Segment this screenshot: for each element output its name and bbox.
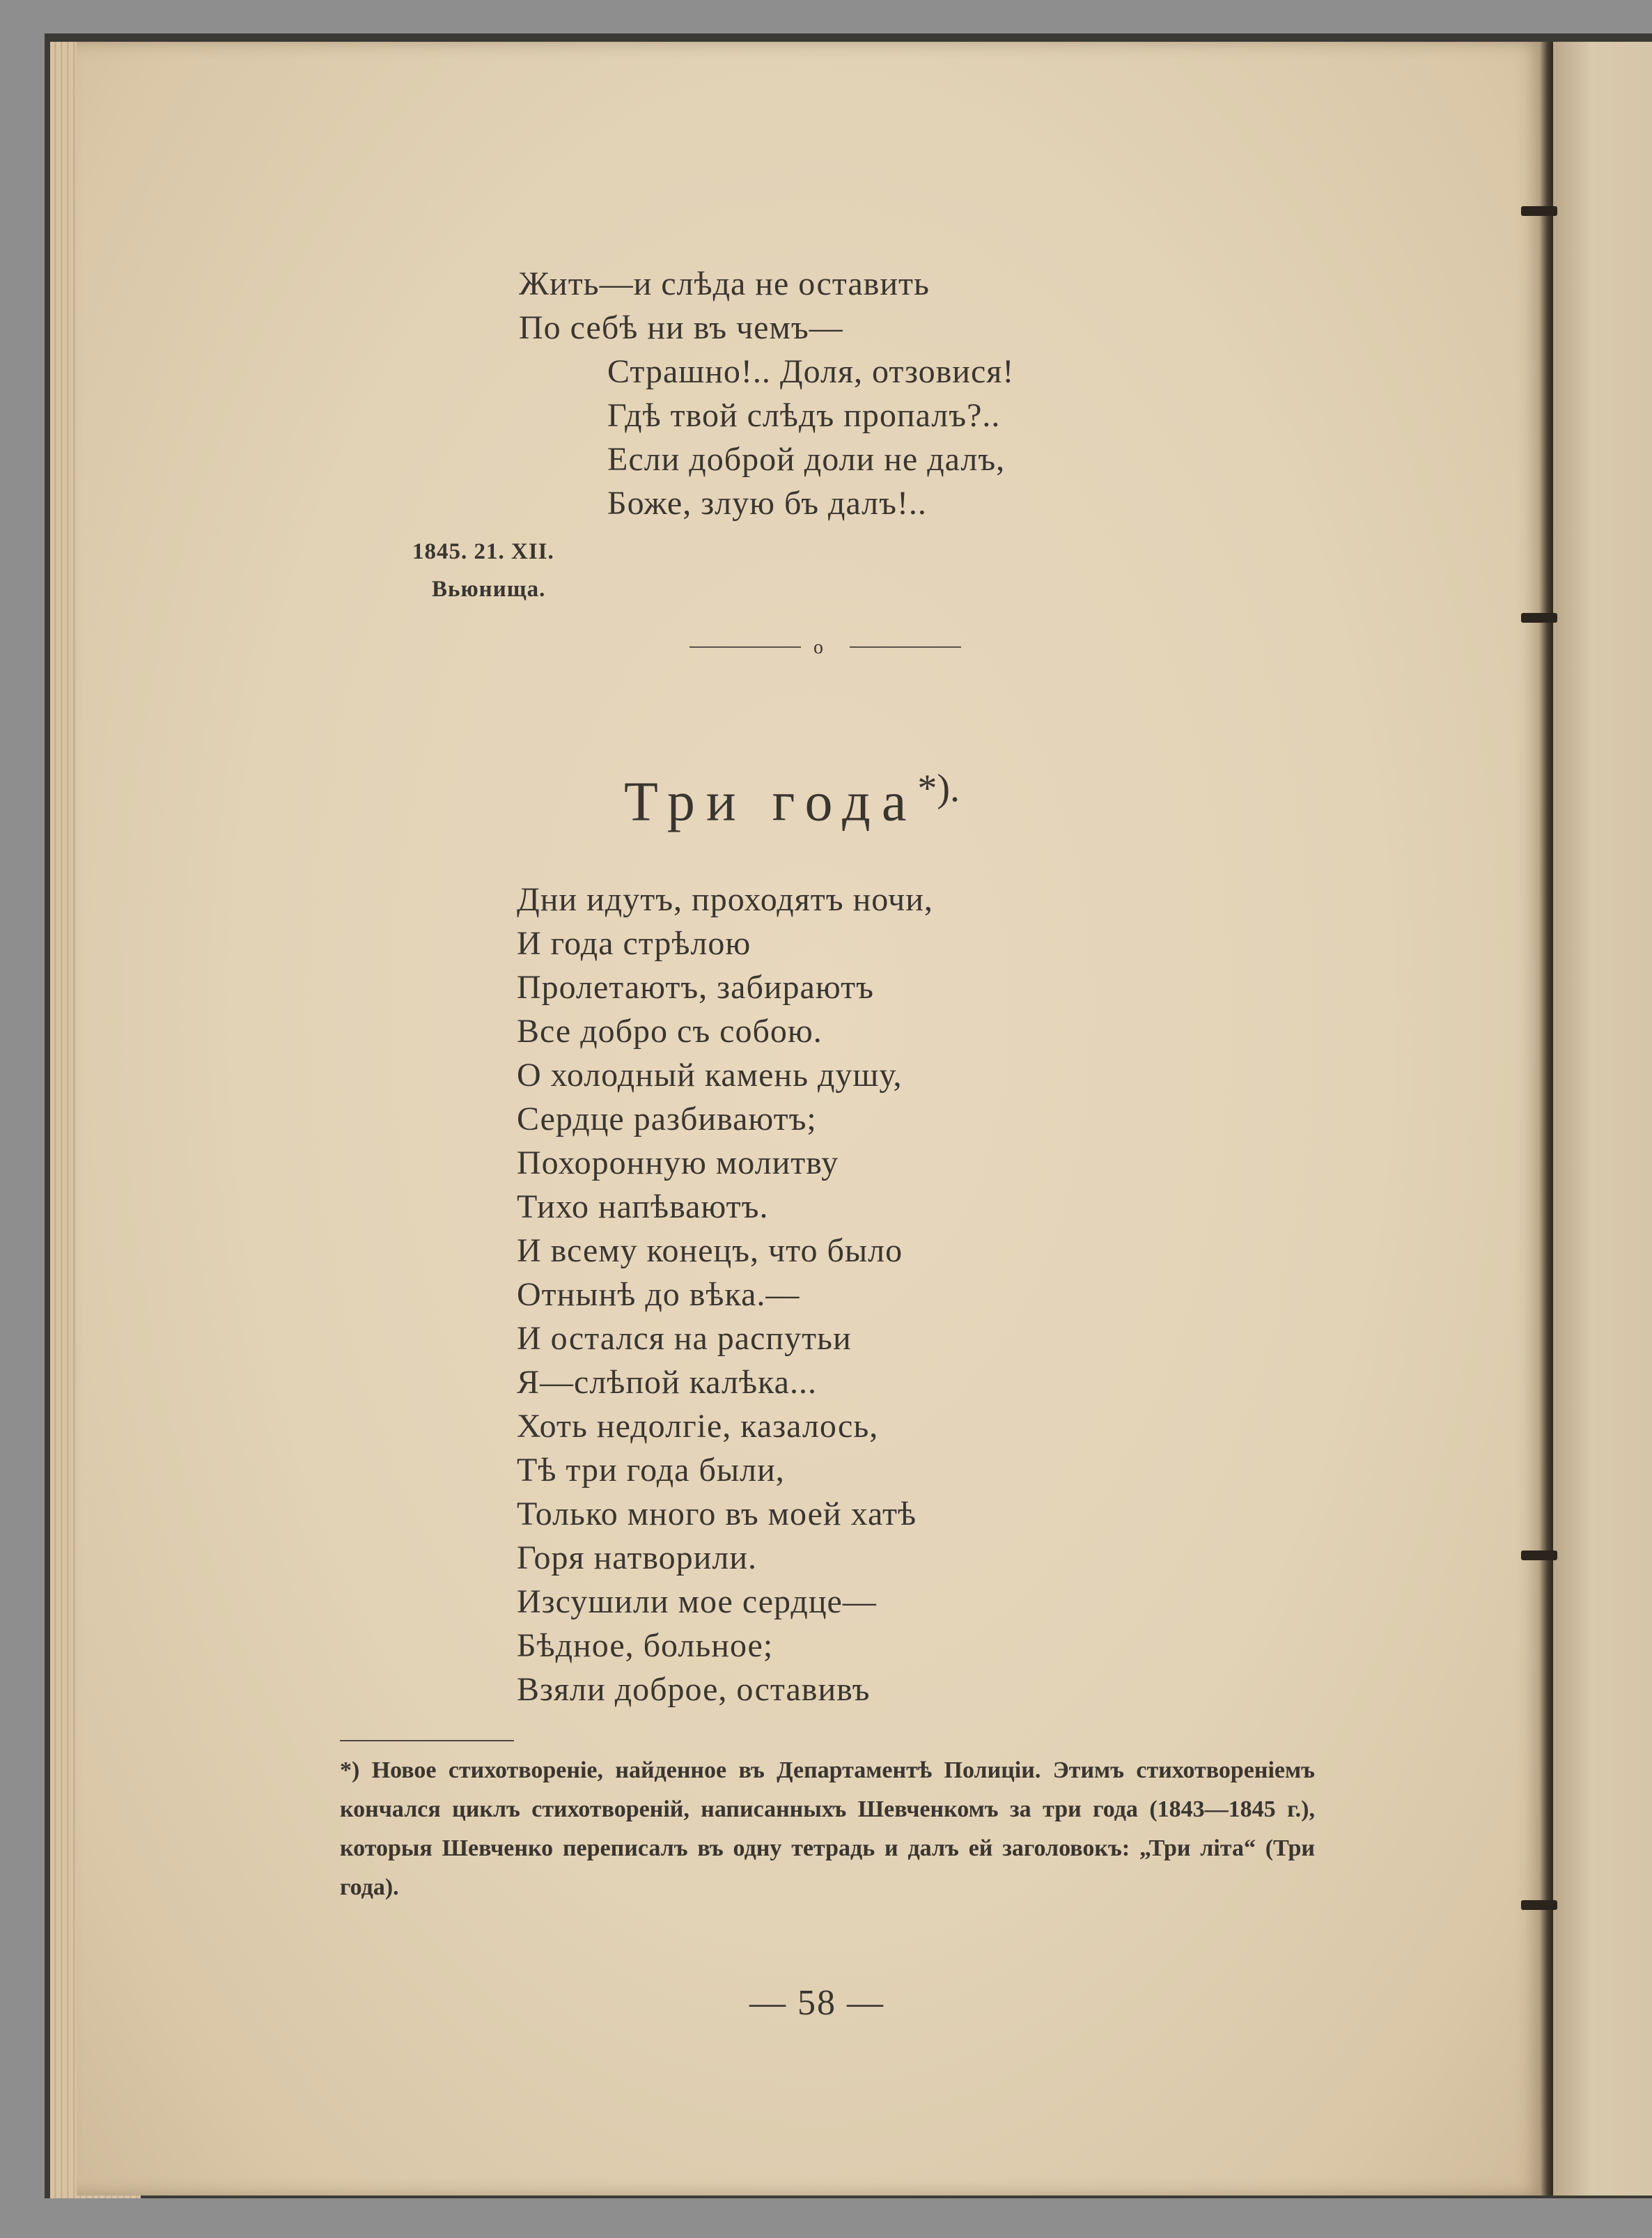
page-number: — 58 — [749, 1983, 885, 2023]
divider-rule [850, 646, 961, 648]
section-divider [689, 637, 961, 658]
binding-stitch [1521, 1900, 1557, 1910]
verse-line: И остался на распутьи [517, 1320, 852, 1357]
verse-line: Гдѣ твой слѣдъ пропалъ?.. [607, 397, 1001, 434]
verse-line: Взяли доброе, оставивъ [517, 1671, 871, 1708]
verse-line: Дни идутъ, проходятъ ночи, [517, 881, 933, 918]
verse-line: Жить—и слѣда не оставить [519, 265, 930, 302]
verse-line: Горя натворили. [517, 1539, 757, 1576]
verse-line: Боже, злую бъ далъ!.. [607, 485, 927, 522]
verse-line: Только много въ моей хатѣ [517, 1495, 917, 1532]
verse-line: Все добро съ собою. [517, 1013, 823, 1050]
verse-line: О холодный камень душу, [517, 1057, 903, 1094]
book-gutter [1539, 42, 1553, 2196]
binding-stitch [1521, 1551, 1557, 1560]
facing-page-edge [1553, 42, 1652, 2196]
verse-line: И года стрѣлою [517, 925, 751, 962]
divider-rule [689, 646, 801, 648]
poem-date: 1845. 21. XII. [412, 539, 554, 564]
verse-line: По себѣ ни въ чемъ— [519, 309, 843, 346]
poem-place: Вьюнища. [432, 577, 546, 602]
verse-line: Если доброй доли не далъ, [607, 441, 1006, 478]
verse-line: Похоронную молитву [517, 1144, 839, 1181]
footnote-rule [340, 1740, 514, 1741]
verse-line: Бѣдное, больное; [517, 1627, 774, 1664]
verse-line: Страшно!.. Доля, отзовися! [607, 353, 1015, 390]
divider-ornament: o [813, 637, 823, 658]
footnote-text: *) Новое стихотвореніе, найденное въ Департаментѣ Полиціи. Этимъ стихотвореніемъ кончался циклъ стихотвореній, написанныхъ Шевченкомъ за три года (1843—1845 г.), которыя Шевченко переписалъ въ одну тетрадь и далъ ей заголовокъ: „Три літа“ (Три года). [340, 1757, 1315, 1900]
verse-line: Отнынѣ до вѣка.— [517, 1276, 800, 1313]
binding-stitch [1521, 613, 1557, 623]
verse-line: Сердце разбиваютъ; [517, 1101, 817, 1137]
footnote-mark: *). [917, 767, 960, 810]
poem-title [624, 766, 960, 834]
binding-stitch [1521, 206, 1557, 216]
verse-line: Тихо напѣваютъ. [517, 1188, 769, 1225]
verse-line: Изсушили мое сердце— [517, 1583, 877, 1620]
poem-title-text: Три года [624, 771, 918, 833]
verse-line: Пролетаютъ, забираютъ [517, 969, 874, 1006]
verse-line: Я—слѣпой калѣка... [517, 1364, 817, 1401]
verse-line: И всему конецъ, что было [517, 1232, 903, 1269]
verse-line: Хоть недолгіе, казалось, [517, 1408, 879, 1445]
verse-line: Тѣ три года были, [517, 1452, 785, 1489]
